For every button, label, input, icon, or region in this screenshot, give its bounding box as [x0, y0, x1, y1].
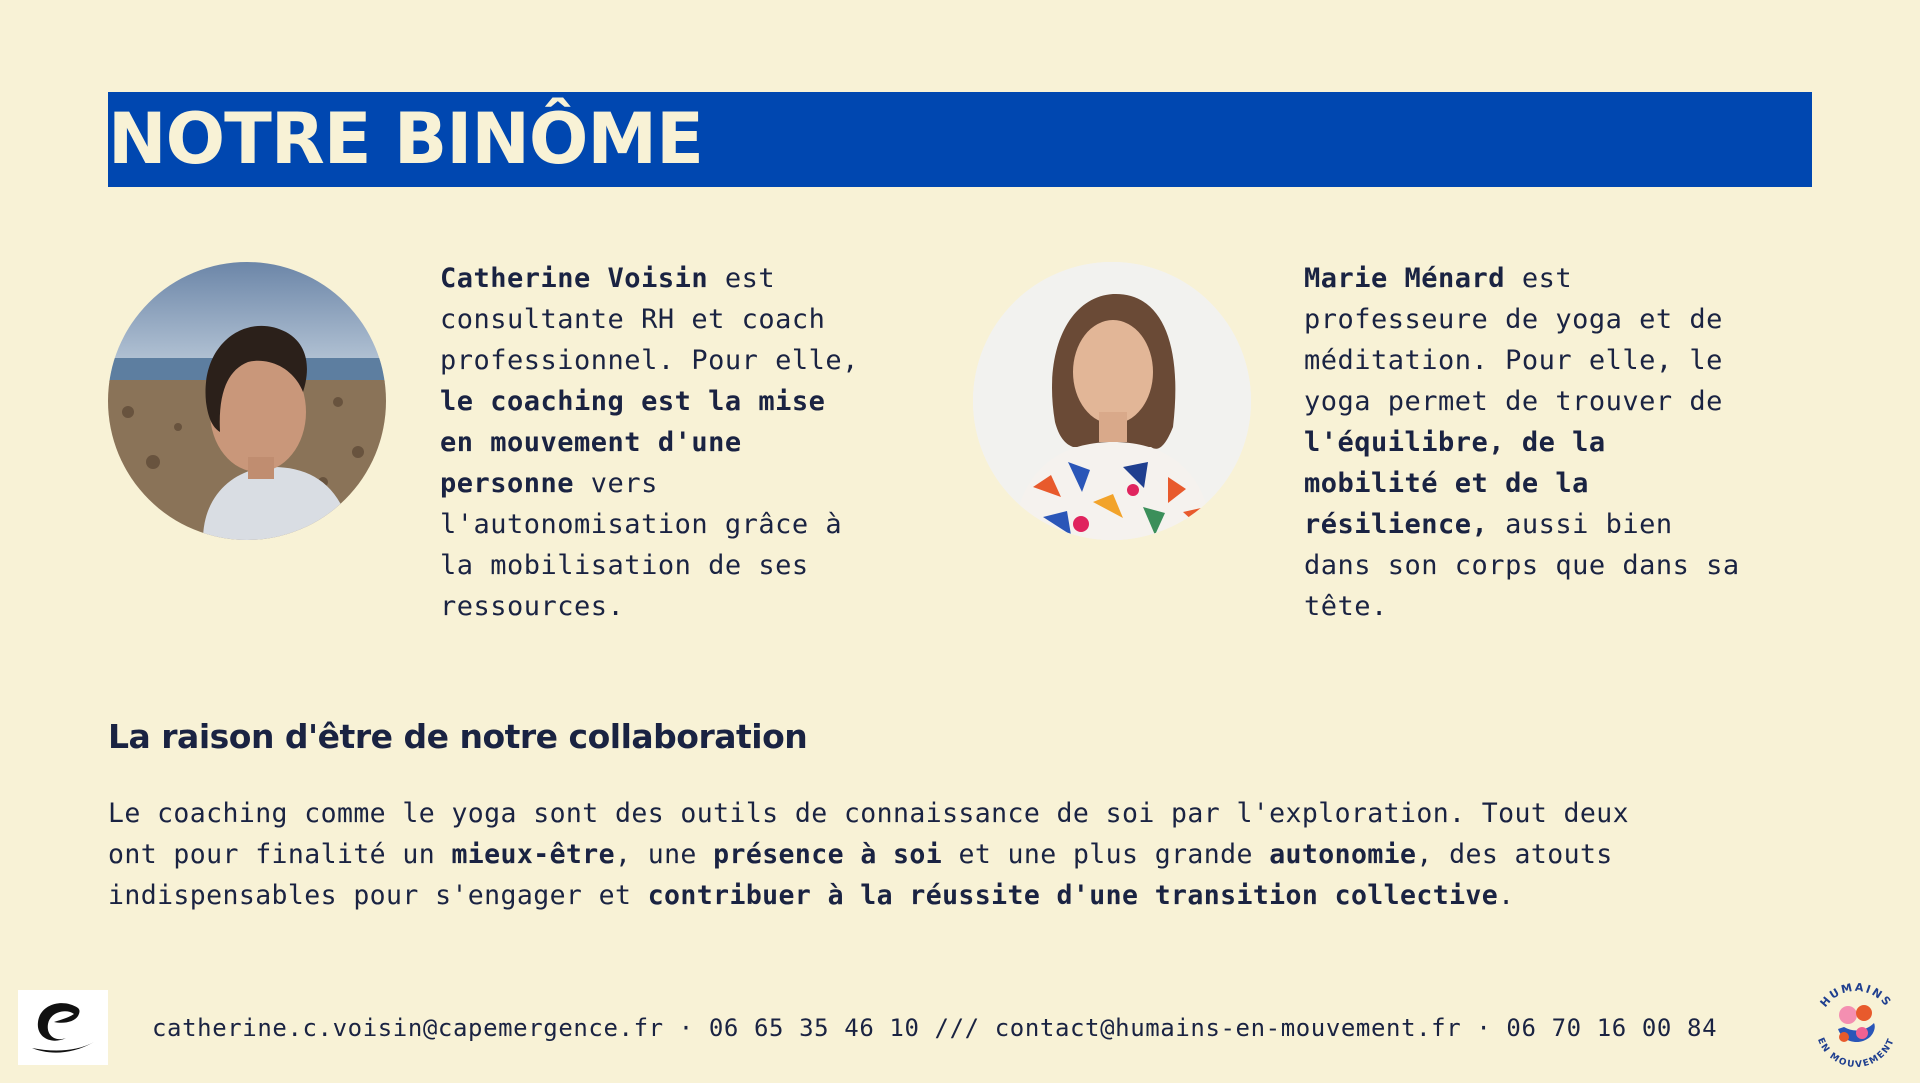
collaboration-line [108, 793, 1828, 834]
collaboration-text: et une plus grande [942, 839, 1270, 870]
catherine-bio-emphasis: le coaching est la mise [440, 386, 826, 417]
collaboration-text: . [1498, 880, 1515, 911]
catherine-bio-line [440, 381, 940, 422]
portrait-photo-icon [973, 262, 1251, 540]
catherine-bio-text: vers [574, 468, 658, 499]
logo-text-bottom: EN MOUVEMENT [1814, 1036, 1898, 1071]
humains-en-mouvement-logo [1804, 975, 1908, 1079]
marie-bio-line [1304, 545, 1824, 586]
catherine-bio-line [440, 463, 940, 504]
catherine-bio [440, 258, 940, 627]
marie-bio-emphasis: résilience, [1304, 509, 1489, 540]
catherine-bio-line [440, 340, 940, 381]
collaboration-emphasis: présence à soi [713, 839, 943, 870]
marie-bio-text: dans son corps que dans sa [1304, 550, 1740, 581]
marie-bio [1304, 258, 1824, 627]
collaboration-text [108, 793, 1828, 916]
cap-emergence-logo-icon [18, 990, 108, 1065]
catherine-bio-text: la mobilisation de ses [440, 550, 809, 581]
svg-text:HUMAINS [1818, 981, 1895, 1010]
catherine-bio-text: l'autonomisation grâce à [440, 509, 843, 540]
portrait-photo-icon [108, 262, 386, 540]
marie-bio-text: aussi bien [1488, 509, 1673, 540]
footer-contacts: catherine.c.voisin@capemergence.fr · 06 65 35 46 10 /// contact@humains-en-mouvement.fr · 06 70 16 00 84 [152, 1014, 1718, 1042]
catherine-bio-line [440, 586, 940, 627]
collaboration-emphasis: autonomie [1269, 839, 1417, 870]
cap-emergence-logo [18, 990, 108, 1065]
catherine-bio-emphasis: en mouvement d'une [440, 427, 742, 458]
collaboration-line [108, 834, 1828, 875]
catherine-bio-text: consultante RH et coach [440, 304, 826, 335]
catherine-bio-text: professionnel. Pour elle, [440, 345, 859, 376]
marie-bio-line [1304, 463, 1824, 504]
collaboration-text: Le coaching comme le yoga sont des outils de connaissance de soi par l'exploration. Tout deux [108, 798, 1629, 829]
marie-photo [973, 262, 1251, 540]
marie-bio-text: méditation. Pour elle, le [1304, 345, 1723, 376]
catherine-bio-line [440, 504, 940, 545]
catherine-bio-emphasis: Catherine Voisin [440, 263, 709, 294]
marie-bio-emphasis: Marie Ménard [1304, 263, 1506, 294]
catherine-bio-line [440, 258, 940, 299]
marie-bio-text: tête. [1304, 591, 1388, 622]
marie-bio-line [1304, 504, 1824, 545]
collaboration-text: , des atouts [1416, 839, 1613, 870]
marie-bio-line [1304, 299, 1824, 340]
title-bar [108, 92, 1812, 187]
catherine-bio-emphasis: personne [440, 468, 575, 499]
catherine-bio-line [440, 299, 940, 340]
collaboration-emphasis: mieux-être [451, 839, 615, 870]
marie-bio-line [1304, 258, 1824, 299]
humains-en-mouvement-logo-icon [1804, 975, 1908, 1079]
page-title: NOTRE BINÔME [108, 98, 703, 180]
collaboration-emphasis: contribuer à la réussite d'une transition collective [647, 880, 1499, 911]
marie-bio-line [1304, 586, 1824, 627]
marie-bio-emphasis: mobilité et de la [1304, 468, 1589, 499]
catherine-bio-text: ressources. [440, 591, 625, 622]
logo-text-top: HUMAINS [1817, 980, 1895, 1010]
marie-bio-line [1304, 340, 1824, 381]
collaboration-text: , une [615, 839, 714, 870]
collaboration-text: ont pour finalité un [108, 839, 452, 870]
catherine-bio-text: est [708, 263, 776, 294]
marie-bio-text: yoga permet de trouver de [1304, 386, 1723, 417]
marie-bio-emphasis: l'équilibre, de la [1304, 427, 1606, 458]
collaboration-heading: La raison d'être de notre collaboration [108, 717, 808, 756]
marie-bio-line [1304, 381, 1824, 422]
marie-bio-text: est [1505, 263, 1573, 294]
catherine-bio-line [440, 545, 940, 586]
collaboration-line [108, 875, 1828, 916]
marie-bio-line [1304, 422, 1824, 463]
marie-bio-text: professeure de yoga et de [1304, 304, 1723, 335]
catherine-bio-line [440, 422, 940, 463]
collaboration-text: indispensables pour s'engager et [108, 880, 648, 911]
catherine-photo [108, 262, 386, 540]
